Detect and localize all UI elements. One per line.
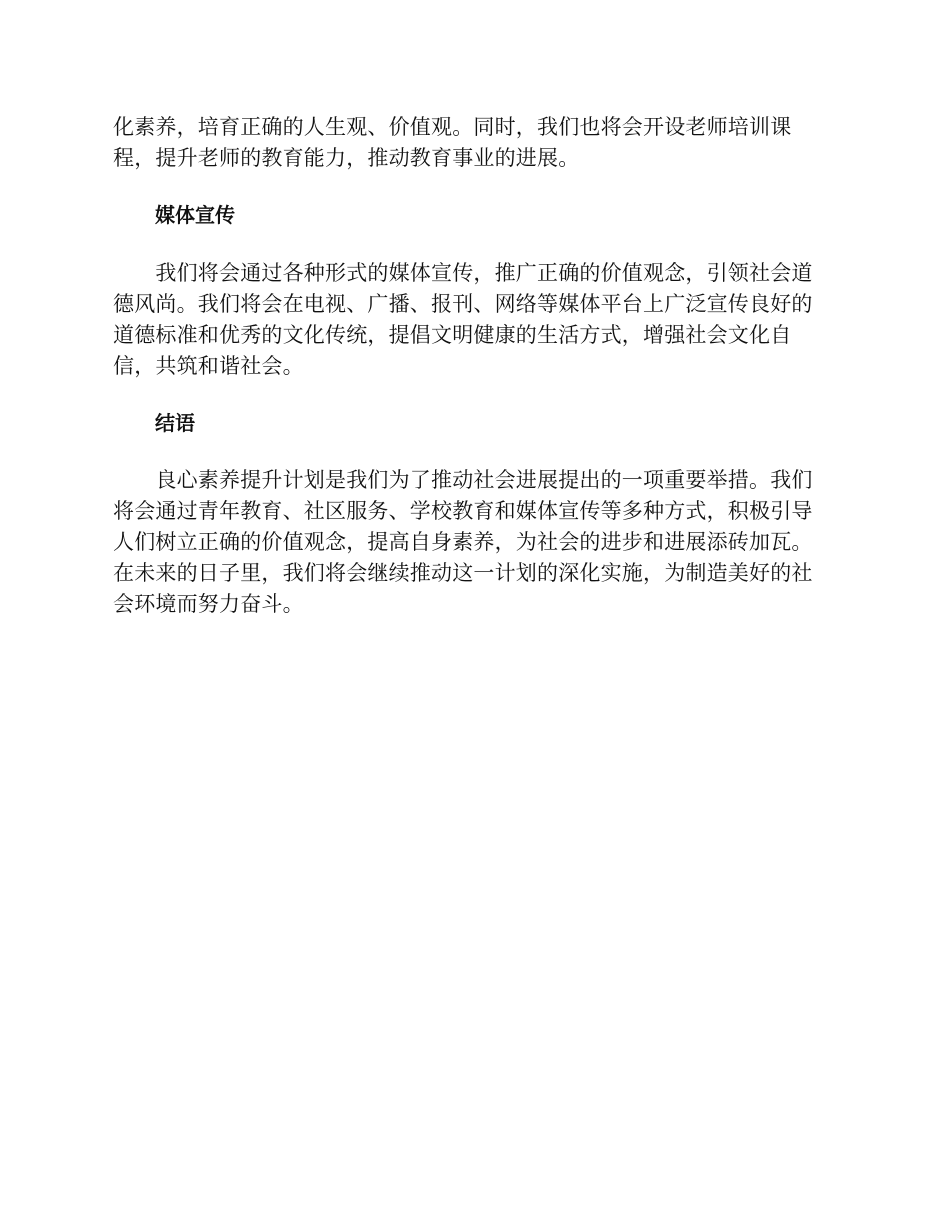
paragraph-line: 将会通过青年教育、社区服务、学校教育和媒体宣传等多种方式，积极引导 <box>113 499 813 523</box>
paragraph-line: 会环境而努力奋斗。 <box>113 592 304 616</box>
paragraph-line: 在未来的日子里，我们将会继续推动这一计划的深化实施，为制造美好的社 <box>113 561 813 585</box>
paragraph-line: 信，共筑和谐社会。 <box>113 354 304 378</box>
paragraph-line: 人们树立正确的价值观念，提高自身素养，为社会的进步和进展添砖加瓦。 <box>113 530 813 554</box>
section-heading-conclusion: 结语 <box>155 411 195 435</box>
section-paragraph-conclusion <box>113 465 834 620</box>
paragraph-line: 良心素养提升计划是我们为了推动社会进展提出的一项重要举措。我们 <box>113 468 813 492</box>
paragraph-line: 我们将会通过各种形式的媒体宣传，推广正确的价值观念，引领社会道 <box>113 261 813 285</box>
paragraph-line: 程，提升老师的教育能力，推动教育事业的进展。 <box>113 146 580 170</box>
paragraph-line: 德风尚。我们将会在电视、广播、报刊、网络等媒体平台上广泛宣传良好的 <box>113 292 813 316</box>
continuation-paragraph <box>113 112 834 174</box>
paragraph-line: 道德标准和优秀的文化传统，提倡文明健康的生活方式，增强社会文化自 <box>113 323 792 347</box>
section-paragraph-media <box>113 258 834 382</box>
section-heading-media: 媒体宣传 <box>155 203 235 227</box>
paragraph-line: 化素养，培育正确的人生观、价值观。同时，我们也将会开设老师培训课 <box>113 115 792 139</box>
